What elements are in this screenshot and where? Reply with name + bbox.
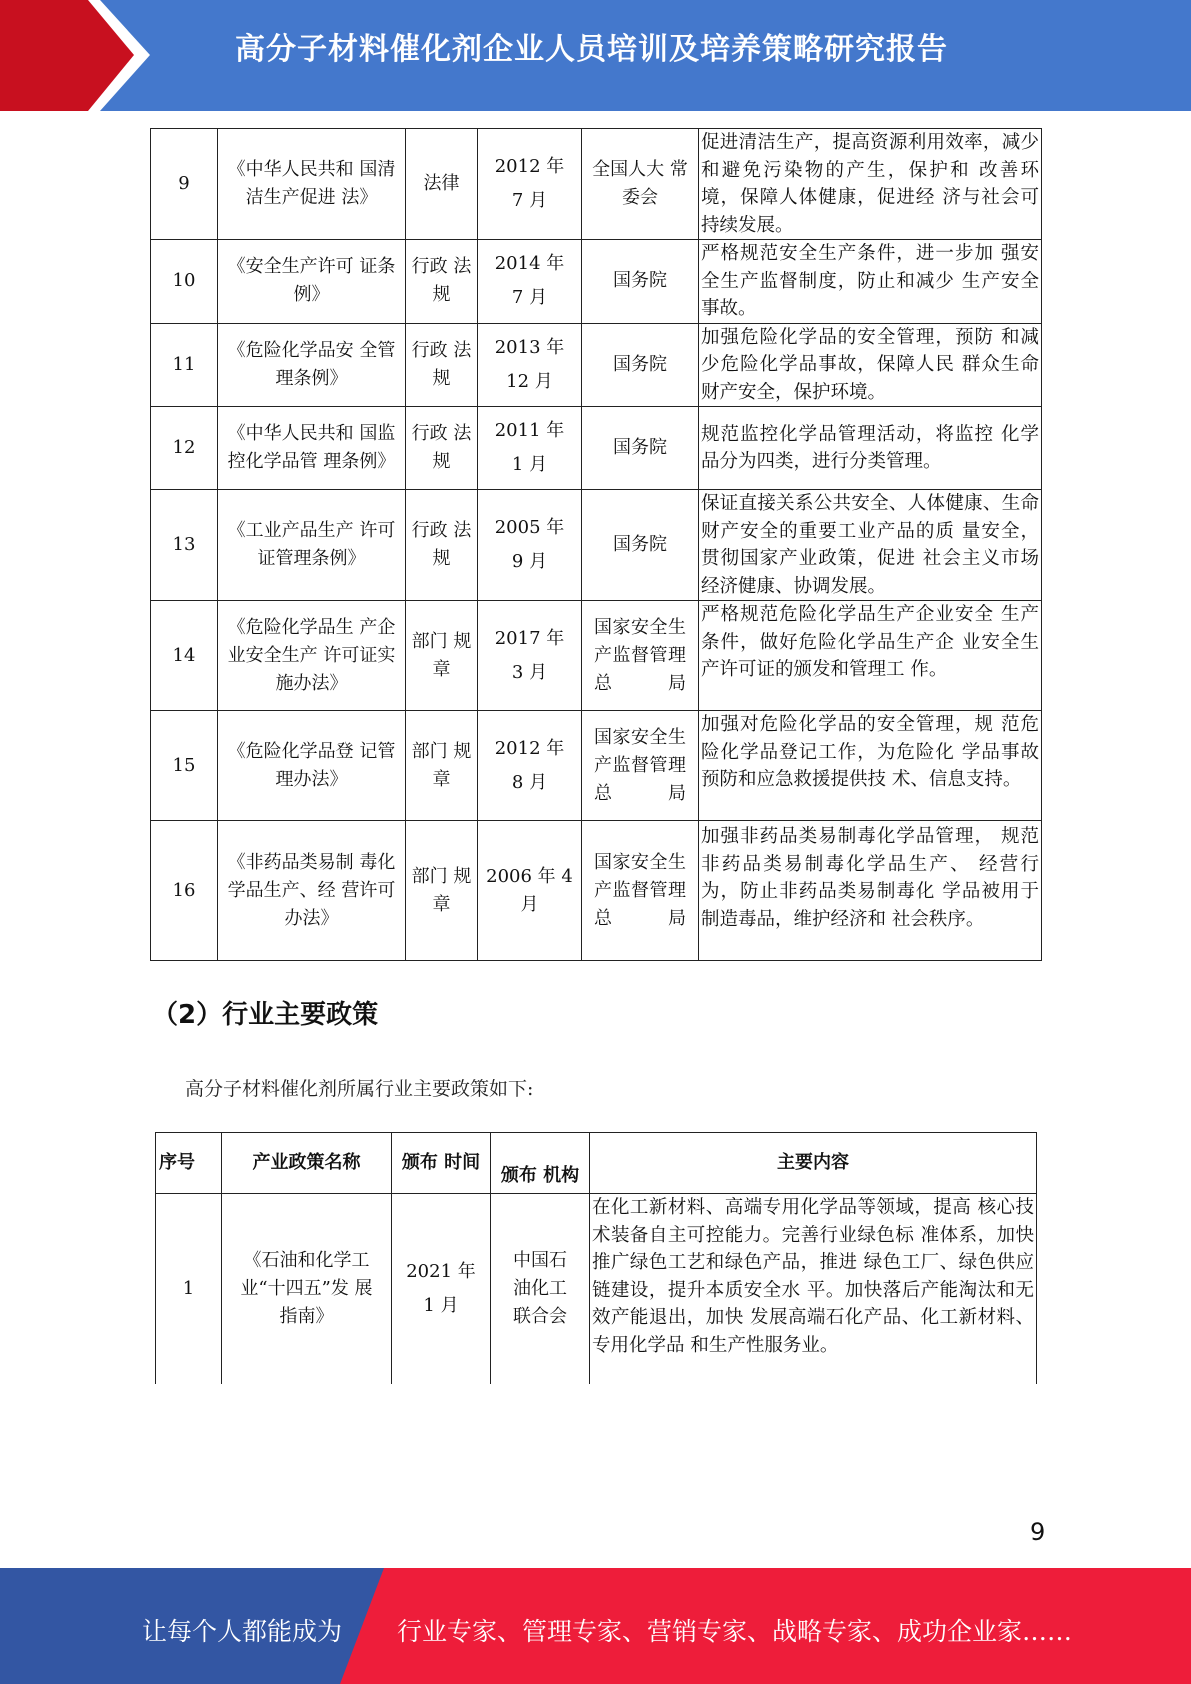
main-content: 严格规范安全生产条件，进一步加 强安全生产监督制度，防止和减少 生产安全事故。: [699, 240, 1042, 324]
issue-date-month: 月: [520, 893, 539, 915]
issue-date-month: 9 月: [511, 551, 548, 572]
column-header-name: 产业政策名称: [222, 1133, 392, 1194]
issuing-agency: 国家安全生产监督管理总局: [582, 711, 699, 821]
regulation-name: 《危险化学品生 产企业安全生产 许可证实施办法》: [218, 601, 406, 711]
issue-date-year: 2014 年: [494, 253, 565, 275]
issuing-agency: 国务院: [582, 490, 699, 601]
row-number: 11: [151, 323, 218, 407]
issue-date: [478, 821, 582, 961]
regulation-name: 《工业产品生产 许可证管理条例》: [218, 490, 406, 601]
issue-date: [478, 129, 582, 240]
issuing-agency: 国家安全生产监督管理总局: [582, 601, 699, 711]
issue-date: [478, 601, 582, 711]
issue-date-year: 2006 年 4: [486, 865, 573, 887]
table-row: [151, 240, 1042, 324]
issue-date-year: 2012 年: [494, 737, 565, 759]
issue-date-year: 2021 年: [406, 1260, 476, 1282]
column-header-content: 主要内容: [590, 1133, 1037, 1194]
row-number: 9: [151, 129, 218, 240]
regulation-name: 《安全生产许可 证条例》: [218, 240, 406, 324]
main-content: 促进清洁生产，提高资源利用效率，减少和避免污染物的产生，保护和 改善环境，保障人体健康，促进经 济与社会可持续发展。: [699, 129, 1042, 240]
regulation-type: 部门 规章: [406, 601, 478, 711]
issue-date-month: 12 月: [506, 370, 553, 392]
main-content: 严格规范危险化学品生产企业安全 生产条件，做好危险化学品生产企 业安全生产许可证的颁发和管理工 作。: [699, 601, 1042, 711]
issue-date-month: 8 月: [511, 771, 548, 793]
column-header-no: 序号: [156, 1133, 222, 1194]
regulation-type: 行政 法规: [406, 490, 478, 601]
issuing-agency: 国务院: [582, 407, 699, 490]
regulation-name: 《中华人民共和 国监控化学品管 理条例》: [218, 407, 406, 490]
regulation-type: 法律: [406, 129, 478, 240]
issue-date-month: 1 月: [423, 1294, 459, 1316]
regulation-type: 部门 规章: [406, 711, 478, 821]
footer-slogan-left: 让每个人都能成为: [142, 1617, 343, 1646]
main-content: 加强对危险化学品的安全管理，规 范危险化学品登记工作，为危险化 学品事故预防和应急救援提供技 术、信息支持。: [699, 711, 1042, 821]
issuing-agency: 国家安全生产监督管理总局: [582, 821, 699, 961]
main-content: 加强非药品类易制毒化学品管理， 规范非药品类易制毒化学品生产、 经营行为，防止非药品类易制毒化 学品被用于制造毒品，维护经济和 社会秩序。: [699, 821, 1042, 961]
footer-slogan-right: 行业专家、管理专家、营销专家、战略专家、成功企业家……: [397, 1617, 1073, 1646]
row-number: 13: [151, 490, 218, 601]
regulation-type: 行政 法规: [406, 323, 478, 407]
regulation-name: 《危险化学品安 全管理条例》: [218, 323, 406, 407]
column-header-agency: 颁布 机构: [491, 1133, 590, 1194]
row-number: 12: [151, 407, 218, 490]
table-row: [156, 1194, 1037, 1384]
issue-date-month: 3 月: [511, 661, 548, 683]
issue-date-month: 7 月: [511, 190, 548, 211]
page-footer: [0, 1568, 1191, 1684]
section-heading: （2）行业主要政策: [152, 1000, 379, 1030]
issue-date: [478, 240, 582, 324]
regulation-type: 部门 规章: [406, 821, 478, 961]
page-header: [0, 0, 1191, 111]
regulation-type: 行政 法规: [406, 240, 478, 324]
table-row: [151, 601, 1042, 711]
issue-date-year: 2011 年: [494, 420, 565, 441]
issue-date-month: 1 月: [511, 454, 548, 475]
table-row: [151, 407, 1042, 490]
regulation-type: 行政 法规: [406, 407, 478, 490]
issue-date: [478, 323, 582, 407]
issue-date: [478, 490, 582, 601]
row-number: 15: [151, 711, 218, 821]
issuing-agency: 国务院: [582, 240, 699, 324]
issuing-agency: 全国人大 常委会: [582, 129, 699, 240]
regulations-table: [150, 128, 1042, 961]
issuing-agency: 中国石 油化工 联合会: [491, 1194, 590, 1384]
table-header-row: [156, 1133, 1037, 1194]
main-content: 规范监控化学品管理活动，将监控 化学品分为四类，进行分类管理。: [699, 407, 1042, 490]
issue-date-month: 7 月: [511, 287, 548, 309]
row-number: 16: [151, 821, 218, 961]
table-row: [151, 821, 1042, 961]
issue-date: [392, 1194, 491, 1384]
table-row: [151, 129, 1042, 240]
table-row: [151, 711, 1042, 821]
policy-name: 《石油和化学工 业“十四五”发 展指南》: [222, 1194, 392, 1384]
header-chevron-icon: [0, 0, 160, 111]
issue-date-year: 2017 年: [494, 627, 565, 649]
issuing-agency: 国务院: [582, 323, 699, 407]
regulation-name: 《非药品类易制 毒化学品生产、经 营许可办法》: [218, 821, 406, 961]
report-title: 高分子材料催化剂企业人员培训及培养策略研究报告: [235, 32, 948, 67]
page-number: 9: [1030, 1518, 1046, 1546]
main-content: 保证直接关系公共安全、人体健康、生命财产安全的重要工业产品的质 量安全，贯彻国家产业政策，促进 社会主义市场经济健康、协调发展。: [699, 490, 1042, 601]
main-content: 在化工新材料、高端专用化学品等领域，提高 核心技术装备自主可控能力。完善行业绿色标 准体系，加快推广绿色工艺和绿色产品，推进 绿色工厂、绿色供应链建设，提升本质安全水 平。加快落后产能淘汰和无效产能退出，加快 发展高端石化产品、化工新材料、专用化学品 和生产性服务业。: [590, 1194, 1037, 1384]
section-intro: 高分子材料催化剂所属行业主要政策如下:: [185, 1078, 534, 1100]
column-header-date: 颁布 时间: [392, 1133, 491, 1194]
issue-date: [478, 407, 582, 490]
issue-date-year: 2005 年: [494, 517, 565, 538]
regulation-name: 《中华人民共和 国清洁生产促进 法》: [218, 129, 406, 240]
issue-date-year: 2013 年: [494, 336, 565, 358]
policies-table: [155, 1132, 1037, 1384]
row-number: 1: [156, 1194, 222, 1384]
table-row: [151, 323, 1042, 407]
issue-date-year: 2012 年: [494, 156, 565, 177]
row-number: 10: [151, 240, 218, 324]
row-number: 14: [151, 601, 218, 711]
main-content: 加强危险化学品的安全管理，预防 和减少危险化学品事故，保障人民 群众生命财产安全，保护环境。: [699, 323, 1042, 407]
table-row: [151, 490, 1042, 601]
issue-date: [478, 711, 582, 821]
regulation-name: 《危险化学品登 记管理办法》: [218, 711, 406, 821]
